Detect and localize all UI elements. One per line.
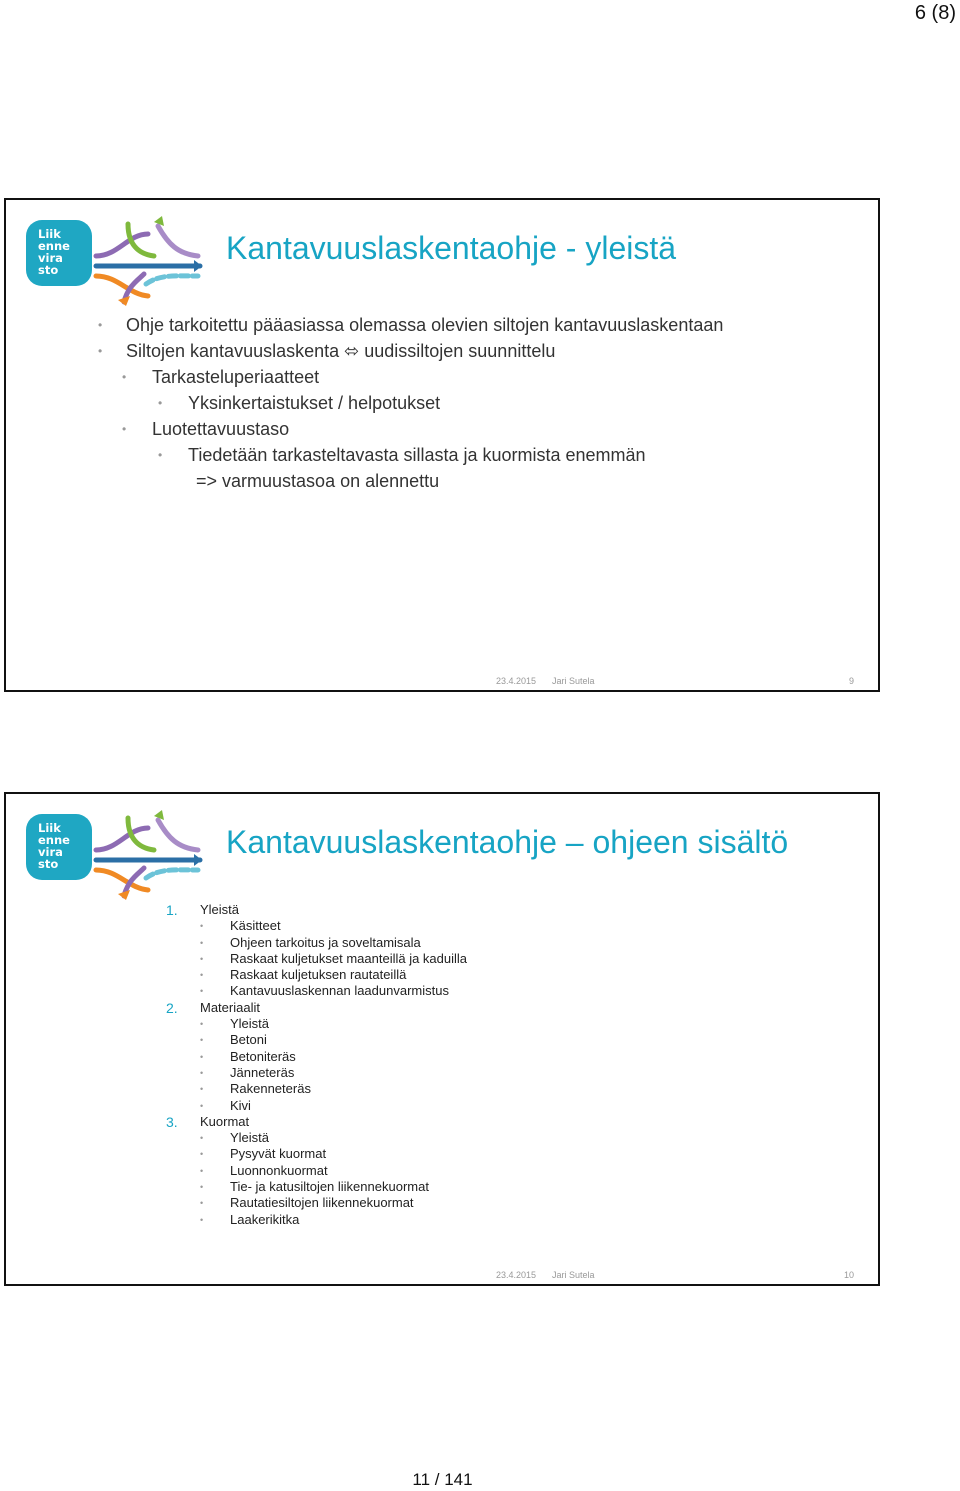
bullet-item (98, 442, 723, 468)
bullet-icon: • (200, 1214, 204, 1225)
toc-item (166, 1146, 467, 1162)
bullet-icon: • (200, 1149, 204, 1160)
bullet-item (98, 416, 723, 442)
toc-item-text: Yleistä (230, 1130, 270, 1146)
bullet-icon: • (200, 1165, 204, 1176)
slide-10 (4, 792, 880, 1286)
slide-9 (4, 198, 880, 692)
logo-text-line: enne (38, 833, 70, 847)
section-number: 3. (166, 1113, 178, 1130)
toc-item (166, 1179, 467, 1195)
toc-item-text: Luonnonkuormat (230, 1162, 328, 1178)
section-title: Yleistä (200, 902, 240, 917)
bullet-text: Siltojen kantavuuslaskenta ⬄ uudissiltojen suunnittelu (126, 341, 556, 361)
bullet-text: Luotettavuustaso (152, 419, 290, 439)
bullet-icon: • (98, 344, 103, 358)
bullet-icon: • (200, 986, 204, 997)
toc-item-text: Käsitteet (230, 918, 281, 934)
liikennevirasto-logo (26, 214, 206, 306)
bullet-text: => varmuustasoa on alennettu (196, 471, 440, 491)
bullet-text: Tiedetään tarkasteltavasta sillasta ja kuormista enemmän (188, 445, 646, 465)
page-number: 6 (8) (914, 2, 956, 24)
logo-text-line: enne (38, 239, 70, 253)
bullet-continuation (98, 468, 723, 494)
toc-item (166, 1032, 467, 1048)
toc-section (166, 1000, 467, 1016)
toc-item-text: Kivi (230, 1097, 251, 1113)
toc-item-text: Pysyvät kuormat (230, 1146, 327, 1162)
section-title: Kuormat (200, 1113, 250, 1129)
logo-text-line: sto (38, 857, 59, 871)
toc-item (166, 967, 467, 983)
toc-item (166, 1016, 467, 1032)
bullet-text: Yksinkertaistukset / helpotukset (188, 393, 441, 413)
bullet-item (98, 364, 723, 390)
toc-item (166, 1130, 467, 1146)
logo-badge (26, 220, 92, 286)
toc-item-text: Betoniteräs (230, 1048, 296, 1064)
section-number: 2. (166, 999, 178, 1016)
bullet-icon: • (122, 370, 127, 384)
logo-text-line: vira (38, 845, 63, 859)
logo-badge (26, 814, 92, 880)
bullet-icon: • (200, 970, 204, 981)
toc-item (166, 1081, 467, 1097)
toc-item (166, 1212, 467, 1228)
bullet-icon: • (200, 1198, 204, 1209)
bullet-icon: • (200, 1019, 204, 1030)
toc-item-text: Tie- ja katusiltojen liikennekuormat (230, 1179, 429, 1195)
bullet-icon: • (122, 422, 127, 436)
bullet-icon: • (200, 921, 204, 932)
toc-item-text: Rautatiesiltojen liikennekuormat (230, 1195, 414, 1211)
footer-author: Jari Sutela (552, 1270, 595, 1280)
slide-title: Kantavuuslaskentaohje – ohjeen sisältö (226, 824, 789, 860)
toc-item (166, 951, 467, 967)
bullet-text: Ohje tarkoitettu pääasiassa olemassa olevien siltojen kantavuuslaskentaan (126, 315, 724, 335)
logo-text-line: Liik (38, 227, 61, 241)
bullet-list (98, 312, 723, 494)
toc-section (166, 902, 467, 918)
toc-item-text: Kantavuuslaskennan laadunvarmistus (230, 983, 449, 999)
toc-item (166, 935, 467, 951)
toc-item-text: Rakenneteräs (230, 1081, 311, 1097)
bullet-icon: • (200, 1100, 204, 1111)
footer-date: 23.4.2015 (496, 1270, 537, 1280)
bullet-icon: • (200, 1084, 204, 1095)
toc-item-text: Yleistä (230, 1016, 270, 1032)
logo-routes-graphic (88, 214, 208, 306)
bullet-item (98, 338, 723, 364)
toc-item (166, 1195, 467, 1211)
bullet-icon: • (200, 1067, 204, 1078)
footer-author: Jari Sutela (552, 676, 595, 686)
logo-text-line: sto (38, 263, 59, 277)
toc-item-text: Laakerikitka (230, 1211, 300, 1227)
toc-item (166, 1065, 467, 1081)
footer-date: 23.4.2015 (496, 676, 537, 686)
toc-item (166, 1098, 467, 1114)
toc-item (166, 1049, 467, 1065)
bullet-icon: • (200, 953, 204, 964)
toc-item-text: Raskaat kuljetuksen rautateillä (230, 967, 407, 983)
toc-item (166, 918, 467, 934)
toc-section (166, 1114, 467, 1130)
slide-number: 9 (848, 676, 854, 686)
bullet-item (98, 312, 723, 338)
toc-item (166, 983, 467, 999)
bullet-icon: • (200, 937, 204, 948)
page-counter: 11 / 141 (412, 1470, 473, 1489)
bullet-text: Tarkasteluperiaatteet (152, 367, 320, 387)
slide-number: 10 (843, 1270, 854, 1280)
bullet-item (98, 390, 723, 416)
liikennevirasto-logo (26, 808, 206, 900)
toc-item-text: Betoni (230, 1032, 267, 1048)
logo-routes-graphic (88, 808, 208, 900)
slide-title: Kantavuuslaskentaohje - yleistä (226, 230, 677, 266)
toc-item-text: Ohjeen tarkoitus ja soveltamisala (230, 934, 421, 950)
logo-text-line: Liik (38, 821, 61, 835)
bullet-icon: • (158, 448, 163, 462)
bullet-icon: • (200, 1133, 204, 1144)
bullet-icon: • (98, 318, 103, 332)
bullet-icon: • (200, 1051, 204, 1062)
toc-item (166, 1163, 467, 1179)
section-number: 1. (166, 902, 178, 918)
logo-text-line: vira (38, 251, 63, 265)
toc-item-text: Raskaat kuljetukset maanteillä ja kaduilla (230, 950, 468, 966)
toc-item-text: Jänneteräs (230, 1064, 295, 1080)
table-of-contents (166, 902, 467, 1228)
bullet-icon: • (200, 1182, 204, 1193)
bullet-icon: • (158, 396, 163, 410)
section-title: Materiaalit (200, 999, 260, 1015)
bullet-icon: • (200, 1035, 204, 1046)
